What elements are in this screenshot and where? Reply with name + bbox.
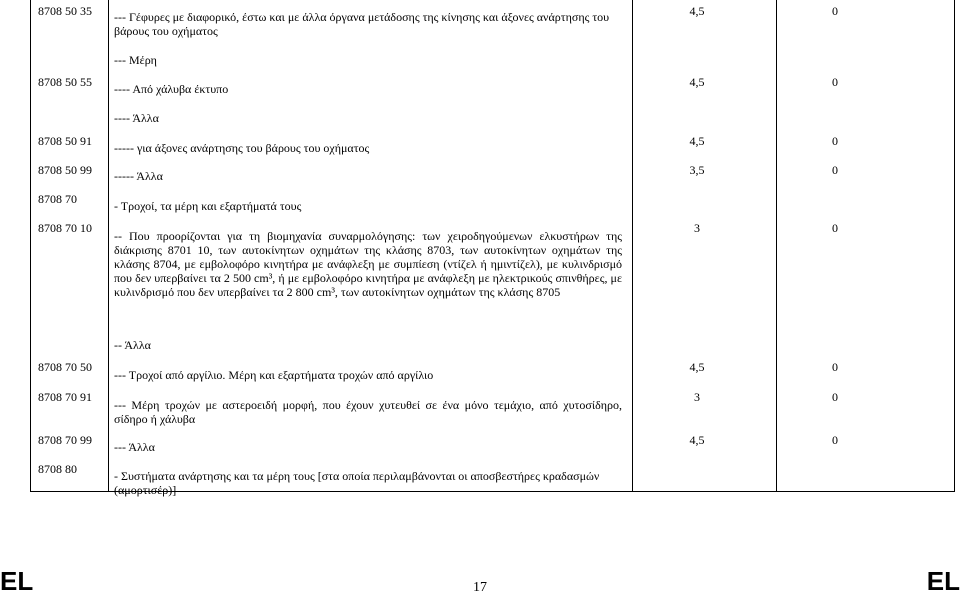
tariff-code: 8708 50 99 [38, 163, 92, 177]
tariff-description: --- Μέρη [114, 53, 157, 67]
duty-rate: 0 [832, 221, 838, 235]
tariff-description: - Συστήματα ανάρτησης και τα μέρη τους [στα οποία περιλαμβάνονται οι αποσβεστήρες κραδασμών (αμορτισέρ)] [114, 469, 600, 497]
tariff-code: 8708 50 91 [38, 134, 92, 148]
tariff-description: ----- για άξονες ανάρτησης του βάρους του οχήματος [114, 141, 370, 155]
tariff-code: 8708 70 [38, 192, 77, 206]
duty-rate: 3,5 [689, 163, 705, 177]
tariff-description: ----- Άλλα [114, 169, 163, 183]
language-code-right: EL [926, 566, 960, 596]
tariff-description: --- Άλλα [114, 440, 155, 454]
duty-rate: 3 [694, 221, 700, 235]
tariff-description: - Τροχοί, τα μέρη και εξαρτήματά τους [114, 199, 302, 213]
duty-rate: 4,5 [689, 75, 705, 89]
duty-rate: 4,5 [689, 433, 705, 447]
duty-rate: 0 [832, 163, 838, 177]
column-rule [108, 0, 109, 492]
tariff-description: ---- Άλλα [114, 111, 159, 125]
tariff-code: 8708 50 35 [38, 4, 92, 18]
tariff-code: 8708 70 10 [38, 221, 92, 235]
duty-rate: 4,5 [689, 360, 705, 374]
tariff-description: --- Γέφυρες με διαφορικό, έστω και με άλλα όργανα μετάδοσης της κίνησης και άξονες ανάρτησης του βάρους του οχήματος [114, 10, 610, 38]
tariff-description: -- Που προορίζονται για τη βιομηχανία συναρμολόγησης: των χειροδηγούμενων ελκυστήρων της διάκρισης 8701 10, των αυτοκίνητων οχημάτων της κλάσης 8703, των αυτοκίνητων οχημάτων της κλάσης 8704, με εμβολοφόρο κινητήρα με ανάφλεξη με συμπίεση (ντίζελ ή ημιντίζελ), με κυλινδρισμό που δεν υπερβαίνει τα 2 500 cm³, ή με εμβολοφόρο κινητήρα με ανάφλεξη με ηλεκτρικούς σπινθήρες, με κυλινδρισμό που δεν υπερβαίνει τα 2 800 cm³, των αυτοκίνητων οχημάτων της κλάσης 8705 [114, 229, 622, 299]
tariff-code: 8708 70 99 [38, 433, 92, 447]
column-rule [954, 0, 955, 492]
column-rule [632, 0, 633, 492]
tariff-code: 8708 70 91 [38, 390, 92, 404]
duty-rate: 3 [694, 390, 700, 404]
tariff-code: 8708 80 [38, 462, 77, 476]
tariff-description: -- Άλλα [114, 338, 151, 352]
duty-rate: 0 [832, 433, 838, 447]
tariff-description: --- Τροχοί από αργίλιο. Μέρη και εξαρτήματα τροχών από αργίλιο [114, 368, 434, 382]
language-code-left: EL [0, 566, 34, 596]
column-rule [30, 0, 31, 492]
tariff-code: 8708 70 50 [38, 360, 92, 374]
duty-rate: 0 [832, 134, 838, 148]
duty-rate: 0 [832, 4, 838, 18]
duty-rate: 0 [832, 75, 838, 89]
tariff-code: 8708 50 55 [38, 75, 92, 89]
page-number: 17 [473, 580, 487, 595]
duty-rate: 0 [832, 390, 838, 404]
duty-rate: 0 [832, 360, 838, 374]
duty-rate: 4,5 [689, 4, 705, 18]
duty-rate: 4,5 [689, 134, 705, 148]
tariff-description: ---- Από χάλυβα έκτυπο [114, 82, 229, 96]
column-rule [776, 0, 777, 492]
tariff-description: --- Μέρη τροχών με αστεροειδή μορφή, που έχουν χυτευθεί σε ένα μόνο τεμάχιο, από χυτοσίδηρο, σίδηρο ή χάλυβα [114, 398, 622, 426]
